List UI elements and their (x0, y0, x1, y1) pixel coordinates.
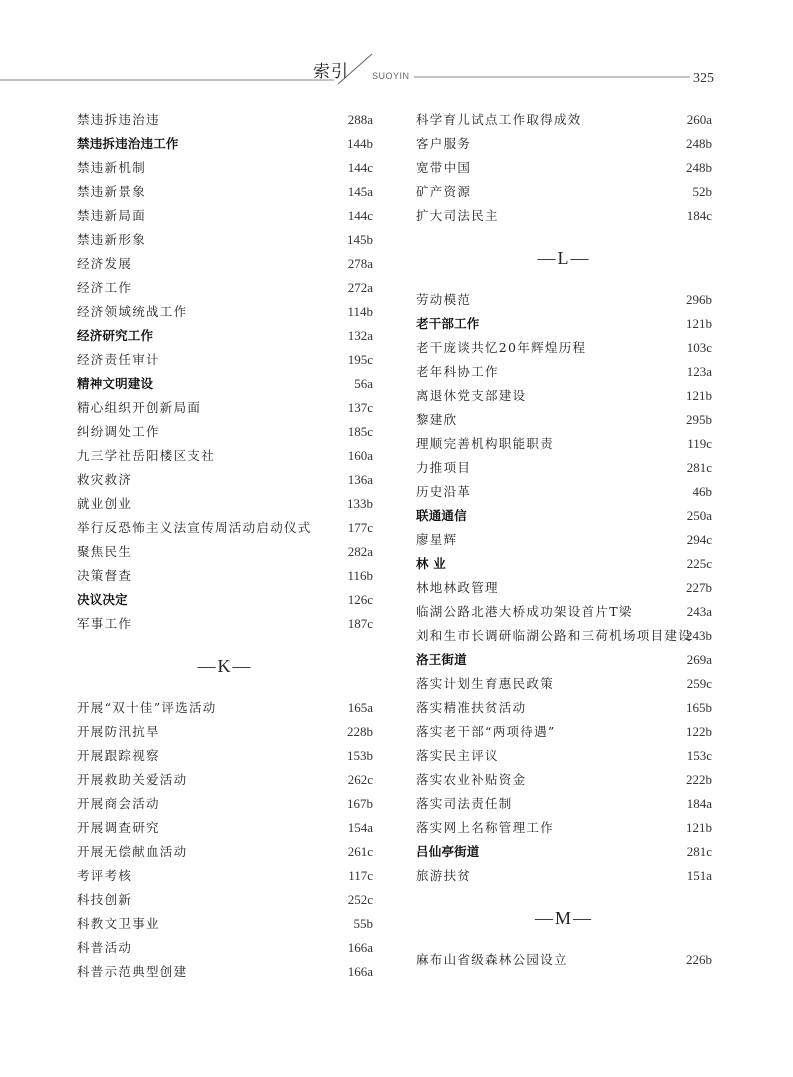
index-entry-page: 121b (686, 388, 712, 403)
index-entry-term: 力推项目 (416, 460, 472, 475)
index-entry-term: 洛王街道 (416, 652, 467, 667)
index-entry (416, 672, 712, 696)
index-entry-term: 科技创新 (77, 892, 133, 907)
index-entry (77, 540, 373, 564)
index-entry (416, 948, 712, 972)
index-entry-page: 126c (347, 592, 373, 607)
index-entry-term: 科教文卫事业 (77, 916, 160, 931)
index-entry-page: 278a (347, 256, 373, 271)
index-entry-page: 145a (347, 184, 373, 199)
index-entry (416, 600, 712, 624)
index-entry-term: 理顺完善机构职能职责 (416, 436, 555, 451)
index-entry (416, 744, 712, 768)
section-letter-heading: —K— (197, 656, 253, 676)
index-entry (77, 564, 373, 588)
index-entry-term: 历史沿革 (416, 484, 472, 499)
index-entry (77, 744, 373, 768)
index-entry-page: 165b (686, 700, 712, 715)
index-entry (416, 552, 712, 576)
index-entry-term: 老干庞谈共忆20年辉煌历程 (416, 340, 587, 355)
index-entry-term: 扩大司法民主 (416, 208, 499, 223)
index-entry-page: 227b (686, 580, 712, 595)
index-entry-page: 272a (347, 280, 373, 295)
index-entry-term: 落实计划生育惠民政策 (416, 676, 555, 691)
index-entry-page: 262c (347, 772, 373, 787)
index-entry-page: 56a (354, 376, 373, 391)
index-entry-page: 288a (347, 112, 373, 127)
index-entry (416, 480, 712, 504)
index-entry (416, 408, 712, 432)
index-entry (77, 180, 373, 204)
index-entry (416, 504, 712, 528)
index-entry-page: 184c (686, 208, 712, 223)
index-entry (77, 960, 373, 984)
index-entry-page: 114b (347, 304, 373, 319)
index-entry-page: 103c (686, 340, 712, 355)
index-entry-page: 137c (347, 400, 373, 415)
index-entry-page: 252c (347, 892, 373, 907)
index-entry (77, 252, 373, 276)
index-entry (77, 156, 373, 180)
index-entry-term: 禁违新景象 (77, 184, 147, 199)
index-entry-term: 开展救助关爱活动 (77, 772, 188, 787)
index-entry-term: 纠纷调处工作 (77, 424, 160, 439)
index-entry-term: 禁违拆违治违 (77, 112, 160, 127)
index-entry (77, 396, 373, 420)
index-entry-term: 经济工作 (77, 280, 133, 295)
index-entry-page: 187c (347, 616, 373, 631)
index-entry-term: 开展跟踪视察 (77, 748, 160, 763)
index-entry-term: 落实精准扶贫活动 (416, 700, 527, 715)
index-entry-term: 决策督查 (77, 568, 133, 583)
index-entry-page: 248b (686, 136, 712, 151)
index-entry-page: 132a (347, 328, 373, 343)
index-entry (77, 888, 373, 912)
index-entry-page: 153c (686, 748, 712, 763)
index-entry-term: 离退休党支部建设 (416, 388, 527, 403)
index-entry (416, 156, 712, 180)
index-entry-term: 黎建欣 (416, 412, 458, 427)
index-entry-term: 落实民主评议 (416, 748, 499, 763)
index-entry-page: 121b (686, 820, 712, 835)
index-entry-page: 46b (692, 484, 712, 499)
index-entry-term: 开展商会活动 (77, 796, 160, 811)
index-entry (77, 792, 373, 816)
index-entry-page: 165a (347, 700, 373, 715)
index-entry (416, 840, 712, 864)
index-entry-page: 160a (347, 448, 373, 463)
index-entry-term: 刘和生市长调研临湖公路和三荷机场项目建设 (416, 628, 693, 643)
index-entry-term: 开展防汛抗旱 (77, 724, 160, 739)
index-entry-term: 林 业 (416, 556, 446, 571)
index-entry-term: 聚焦民生 (77, 544, 133, 559)
index-entry-page: 259c (686, 676, 712, 691)
index-entry-term: 科学育儿试点工作取得成效 (416, 112, 582, 127)
index-entry-term: 救灾救济 (77, 472, 133, 487)
index-entry-page: 177c (347, 520, 373, 535)
index-entry-page: 117c (348, 868, 373, 883)
index-entry-term: 经济领域统战工作 (77, 304, 188, 319)
index-entry (416, 792, 712, 816)
index-entry-page: 166a (347, 964, 373, 979)
page-title: 索引 (313, 62, 349, 82)
index-entry-term: 旅游扶贫 (416, 868, 472, 883)
index-entry (416, 432, 712, 456)
index-entry-term: 精心组织开创新局面 (77, 400, 202, 415)
index-entry-page: 261c (347, 844, 373, 859)
index-entry (77, 420, 373, 444)
index-entry-page: 121b (686, 316, 712, 331)
index-entry-page: 295b (686, 412, 712, 427)
index-entry-term: 开展无偿献血活动 (77, 844, 188, 859)
index-entry (77, 816, 373, 840)
index-entry (416, 384, 712, 408)
index-entry-term: 就业创业 (77, 496, 133, 511)
index-entry (416, 132, 712, 156)
index-entry-term: 经济发展 (77, 256, 133, 271)
index-entry-term: 吕仙亭街道 (416, 844, 480, 859)
index-entry-term: 军事工作 (77, 616, 133, 631)
index-entry-page: 195c (347, 352, 373, 367)
index-entry (77, 492, 373, 516)
index-entry-term: 禁违新形象 (77, 232, 147, 247)
index-entry-page: 294c (686, 532, 712, 547)
index-entry (416, 720, 712, 744)
index-entry (416, 456, 712, 480)
index-entry-term: 临湖公路北港大桥成功架设首片T梁 (416, 604, 633, 619)
index-entry-page: 167b (347, 796, 373, 811)
index-entry (416, 360, 712, 384)
index-entry-page: 119c (687, 436, 712, 451)
index-entry-term: 科普活动 (77, 940, 133, 955)
index-entry (77, 588, 373, 612)
index-entry-page: 116b (347, 568, 373, 583)
index-entry (416, 576, 712, 600)
index-entry-term: 举行反恐怖主义法宣传周活动启动仪式 (77, 520, 312, 535)
index-entry (416, 108, 712, 132)
index-entry-page: 122b (686, 724, 712, 739)
index-entry-term: 落实老干部“两项待遇” (416, 724, 556, 739)
index-entry (77, 108, 373, 132)
index-entry-page: 123a (686, 364, 712, 379)
index-entry (416, 312, 712, 336)
page-header (0, 0, 793, 100)
index-entry-term: 禁违新机制 (77, 160, 147, 175)
index-entry-term: 劳动模范 (416, 292, 472, 307)
index-entry (77, 444, 373, 468)
index-entry-page: 154a (347, 820, 373, 835)
index-entry-page: 52b (692, 184, 712, 199)
index-entry-term: 精神文明建设 (77, 376, 154, 391)
index-entry (77, 348, 373, 372)
index-entry (77, 912, 373, 936)
index-entry-term: 老年科协工作 (416, 364, 499, 379)
index-entry (416, 816, 712, 840)
index-entry-page: 153b (347, 748, 373, 763)
index-entry (77, 276, 373, 300)
section-letter-heading: —M— (534, 908, 593, 928)
index-entry (77, 300, 373, 324)
index-entry-page: 281c (686, 844, 712, 859)
index-entry (77, 204, 373, 228)
index-entry-page: 133b (347, 496, 373, 511)
index-entry-term: 决议决定 (77, 592, 128, 607)
index-entry-term: 落实网上名称管理工作 (416, 820, 555, 835)
index-column-right (416, 108, 712, 972)
index-entry-page: 55b (353, 916, 373, 931)
index-column-left (77, 108, 373, 984)
index-entry-page: 225c (686, 556, 712, 571)
index-entry (77, 936, 373, 960)
index-entry-page: 166a (347, 940, 373, 955)
index-entry-term: 老干部工作 (416, 316, 480, 331)
index-entry-page: 282a (347, 544, 373, 559)
index-entry-term: 禁违新局面 (77, 208, 147, 223)
index-entry-page: 243b (686, 628, 712, 643)
index-entry-page: 243a (686, 604, 712, 619)
index-entry (77, 768, 373, 792)
index-entry-page: 136a (347, 472, 373, 487)
index-entry (416, 528, 712, 552)
index-entry (77, 324, 373, 348)
index-entry-page: 260a (686, 112, 712, 127)
index-entry-term: 麻布山省级森林公园设立 (416, 952, 568, 967)
index-entry-term: 科普示范典型创建 (77, 964, 188, 979)
section-letter-heading: —L— (537, 248, 591, 268)
index-entry-term: 开展调查研究 (77, 820, 160, 835)
page-number: 325 (693, 71, 714, 86)
index-entry-term: 林地林政管理 (416, 580, 499, 595)
index-entry (77, 696, 373, 720)
index-entry-page: 248b (686, 160, 712, 175)
index-entry-page: 151a (686, 868, 712, 883)
index-entry-term: 考评考核 (77, 868, 133, 883)
index-entry-page: 269a (686, 652, 712, 667)
index-entry (77, 132, 373, 156)
page-subtitle: SUOYIN (372, 71, 410, 81)
index-entry (77, 864, 373, 888)
index-entry-term: 宽带中国 (416, 160, 472, 175)
index-entry (77, 840, 373, 864)
index-entry-page: 144c (347, 160, 373, 175)
index-entry-page: 144b (347, 136, 373, 151)
index-entry-page: 144c (347, 208, 373, 223)
index-entry (77, 612, 373, 636)
index-entry-page: 281c (686, 460, 712, 475)
index-entry-term: 矿产资源 (416, 184, 472, 199)
index-entry (416, 648, 712, 672)
index-entry-page: 184a (686, 796, 712, 811)
index-entry (416, 288, 712, 312)
index-entry-term: 联通通信 (416, 508, 467, 523)
index-entry (416, 696, 712, 720)
index-entry-term: 落实司法责任制 (416, 796, 513, 811)
index-entry-term: 经济责任审计 (77, 352, 160, 367)
index-entry (416, 180, 712, 204)
index-entry (416, 204, 712, 228)
index-entry (77, 228, 373, 252)
index-entry-page: 145b (347, 232, 373, 247)
index-entry (416, 864, 712, 888)
index-entry (416, 768, 712, 792)
index-entry (77, 372, 373, 396)
index-entry-page: 226b (686, 952, 712, 967)
header-rule (0, 0, 793, 100)
index-entry-page: 296b (686, 292, 712, 307)
index-entry-page: 228b (347, 724, 373, 739)
index-entry (416, 336, 712, 360)
index-entry-term: 禁违拆违治违工作 (77, 136, 179, 151)
index-entry (77, 468, 373, 492)
index-entry (416, 624, 712, 648)
index-entry-term: 经济研究工作 (77, 328, 154, 343)
index-entry (77, 720, 373, 744)
index-entry-term: 落实农业补贴资金 (416, 772, 527, 787)
index-entry-term: 廖星辉 (416, 532, 458, 547)
index-entry-term: 开展“双十佳”评选活动 (77, 700, 217, 715)
index-entry-term: 客户服务 (416, 136, 472, 151)
index-entry-term: 九三学社岳阳楼区支社 (77, 448, 216, 463)
index-entry-page: 185c (347, 424, 373, 439)
index-entry (77, 516, 373, 540)
index-entry-page: 250a (686, 508, 712, 523)
index-entry-page: 222b (686, 772, 712, 787)
